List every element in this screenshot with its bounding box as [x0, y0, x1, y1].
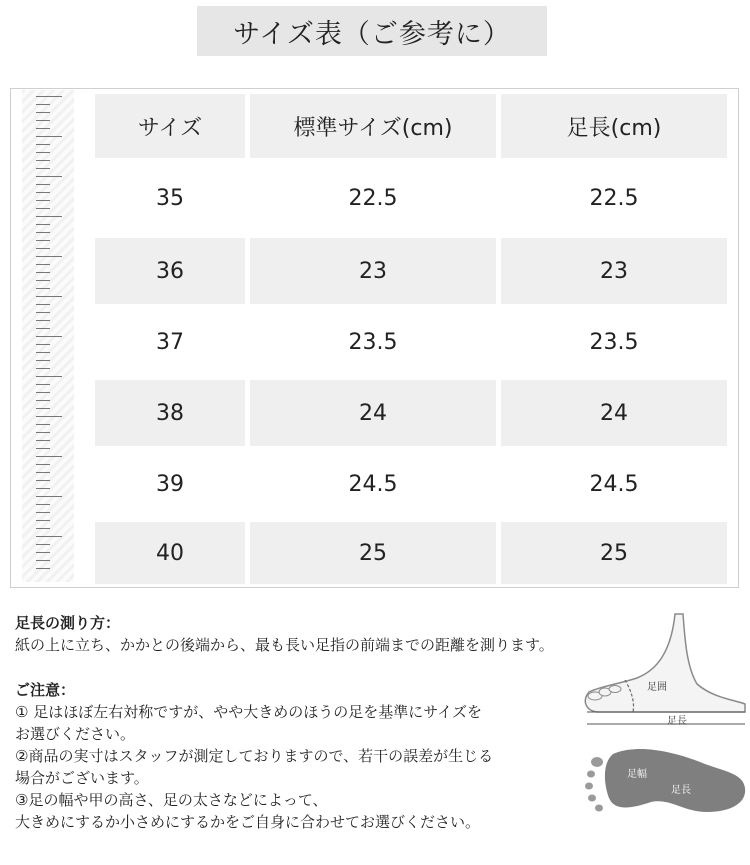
ruler-tick: [36, 208, 50, 209]
foot-measurement-diagram: [575, 612, 747, 857]
ruler-tick: [36, 392, 50, 393]
table-cell: 36: [95, 238, 245, 304]
ruler-tick: [36, 408, 50, 409]
table-cell: 23: [501, 238, 727, 304]
ruler-tick: [36, 464, 50, 465]
foot-sole-icon: [585, 749, 745, 812]
table-cell: 25: [501, 522, 727, 584]
ruler-tick: [36, 480, 50, 481]
ruler-tick: [36, 144, 50, 145]
ruler-tick: [36, 128, 50, 129]
ruler-tick: [36, 256, 62, 257]
ruler-tick: [36, 360, 50, 361]
ruler-tick: [36, 528, 50, 529]
ruler-tick: [36, 448, 50, 449]
ruler-tick: [36, 112, 50, 113]
ruler-tick: [36, 312, 50, 313]
table-cell: 22.5: [589, 185, 639, 211]
table-cell: 24: [501, 380, 727, 446]
caution-line: ① 足はほぼ左右対称ですが、やや大きめのほうの足を基準にサイズを: [15, 703, 483, 721]
ruler-tick: [36, 424, 50, 425]
ruler-tick: [36, 264, 50, 265]
ruler-tick: [36, 224, 50, 225]
ruler-tick: [36, 160, 50, 161]
ruler-tick: [36, 560, 50, 561]
caution-line: 大きめにするか小さめにするかをご自身に合わせてお選びください。: [15, 813, 481, 831]
ruler-tick: [36, 320, 50, 321]
ruler-tick: [36, 400, 50, 401]
table-cell: 35: [156, 185, 184, 211]
table-cell: 24.5: [348, 471, 398, 497]
ruler-tick: [36, 176, 62, 177]
ruler-tick: [36, 96, 62, 97]
ruler-tick: [36, 248, 50, 249]
measure-heading: 足長の測り方：: [15, 614, 121, 632]
table-cell: 39: [156, 471, 184, 497]
ruler-tick: [36, 352, 50, 353]
ruler-tick: [36, 552, 50, 553]
ruler-tick: [36, 488, 50, 489]
ruler-tick: [36, 280, 50, 281]
side-length-label: 足長: [667, 716, 687, 727]
ruler-tick: [36, 200, 50, 201]
table-cell: 24.5: [589, 471, 639, 497]
ruler-tick: [36, 504, 50, 505]
ruler-tick: [36, 472, 50, 473]
width-label: 足幅: [627, 769, 647, 780]
measurement-notes: [15, 612, 554, 833]
ruler-tick: [36, 152, 50, 153]
foot-side-view-icon: [585, 614, 745, 712]
ruler-tick: [36, 496, 62, 497]
header-size: サイズ: [95, 94, 245, 158]
table-cell: 40: [95, 522, 245, 584]
ruler-tick: [36, 184, 50, 185]
ruler-tick: [36, 368, 50, 369]
ruler-decoration: [22, 90, 74, 582]
ruler-tick: [36, 376, 62, 377]
caution-line: ②商品の実寸はスタッフが測定しておりますので、若干の誤差が生じる: [15, 747, 494, 765]
table-cell: 23.5: [348, 329, 398, 355]
caution-line: ③足の幅や甲の高さ、足の太さなどによって、: [15, 791, 328, 809]
ruler-tick: [36, 104, 50, 105]
girth-label: 足囲: [647, 682, 667, 693]
ruler-tick: [36, 440, 50, 441]
table-cell: 24: [250, 380, 496, 446]
table-cell: 38: [95, 380, 245, 446]
ruler-tick: [36, 232, 50, 233]
ruler-tick: [36, 192, 50, 193]
table-cell: 22.5: [348, 185, 398, 211]
caution-line: 場合がございます。: [15, 769, 149, 787]
ruler-tick: [36, 336, 62, 337]
ruler-tick: [36, 384, 50, 385]
table-cell: 23.5: [589, 329, 639, 355]
ruler-tick: [36, 544, 50, 545]
ruler-tick: [36, 272, 50, 273]
page-title: サイズ表（ご参考に）: [197, 6, 547, 56]
header-standard-size: 標準サイズ(cm): [250, 94, 496, 158]
ruler-tick: [36, 168, 50, 169]
ruler-tick: [36, 216, 62, 217]
sole-length-label: 足長: [671, 785, 691, 796]
ruler-tick: [36, 512, 50, 513]
ruler-tick: [36, 288, 50, 289]
table-cell: 23: [250, 238, 496, 304]
ruler-tick: [36, 520, 50, 521]
ruler-tick: [36, 296, 62, 297]
ruler-tick: [36, 568, 50, 569]
table-cell: 25: [250, 522, 496, 584]
caution-heading: ご注意：: [15, 681, 76, 699]
ruler-tick: [36, 328, 50, 329]
ruler-tick: [36, 344, 50, 345]
ruler-tick: [36, 416, 62, 417]
measure-text: 紙の上に立ち、かかとの後端から、最も長い足指の前端までの距離を測ります。: [15, 636, 554, 654]
ruler-tick: [36, 432, 50, 433]
ruler-tick: [36, 456, 62, 457]
ruler-tick: [36, 136, 62, 137]
table-cell: 37: [156, 329, 184, 355]
caution-line: お選びください。: [15, 725, 136, 743]
ruler-tick: [36, 304, 50, 305]
ruler-tick: [36, 240, 50, 241]
ruler-tick: [36, 120, 50, 121]
header-foot-length: 足長(cm): [501, 94, 727, 158]
ruler-tick: [36, 536, 62, 537]
